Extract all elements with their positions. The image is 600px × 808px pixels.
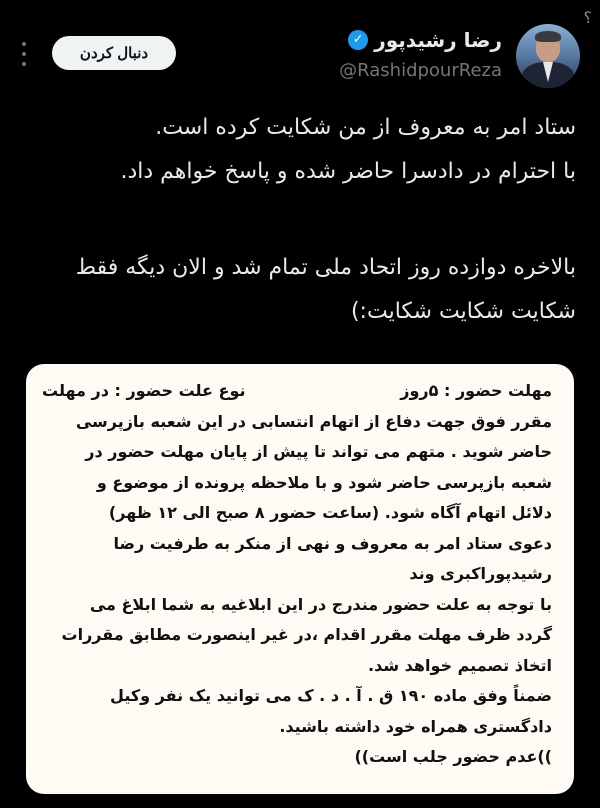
document-text <box>42 376 552 773</box>
document-line: دلائل اتهام آگاه شود. (ساعت حضور ۸ صبح الی ۱۲ ظهر) <box>108 503 552 522</box>
corner-mark: ؟ <box>583 8 592 27</box>
document-line: دادگستری همراه خود داشته باشید. <box>279 716 552 736</box>
document-line: دعوی ستاد امر به معروف و نهی از منکر به طرفیت رضا <box>113 533 552 553</box>
document-line: اتخاذ تصمیم خواهد شد. <box>368 655 552 675</box>
deadline-label: مهلت حضور : ۵روز <box>400 381 552 400</box>
document-line: رشیدپوراکبری وند <box>409 564 552 583</box>
more-options-icon[interactable] <box>20 42 28 66</box>
tweet-header <box>0 20 600 90</box>
avatar-hair <box>535 31 561 42</box>
tweet-line: بالاخره دوازده روز اتحاد ملی تمام شد و الان دیگه فقط <box>75 255 576 280</box>
document-line: گردد ظرف مهلت مقرر اقدام ،در غیر اینصورت مطابق مقررات <box>61 625 552 644</box>
document-header-row <box>42 376 552 407</box>
document-line: ضمناً وفق ماده ۱۹۰ ق . آ . د . ک می توانید یک نفر وکیل <box>110 686 552 705</box>
name-row <box>348 28 502 52</box>
avatar[interactable] <box>516 24 580 88</box>
tweet-text <box>20 106 576 334</box>
reason-label: نوع علت حضور : در مهلت <box>42 381 246 400</box>
display-name[interactable]: رضا رشیدپور <box>374 28 502 52</box>
user-handle[interactable]: @RashidpourReza <box>339 60 502 81</box>
document-line: مقرر فوق جهت دفاع از اتهام انتسابی در این شعبه بازپرسی <box>75 411 552 431</box>
document-line: با توجه به علت حضور مندرج در این ابلاغیه به شما ابلاغ می <box>89 594 552 614</box>
tweet-line: ستاد امر به معروف از من شکایت کرده است. <box>155 115 576 140</box>
follow-button[interactable]: دنبال کردن <box>52 36 176 70</box>
tweet-line: با احترام در دادسرا حاضر شده و پاسخ خواهم داد. <box>120 159 576 184</box>
tweet-line: شکایت شکایت شکایت:) <box>350 299 576 324</box>
verified-badge-icon: ✓ <box>348 30 368 50</box>
document-line: ))عدم حضور جلب است)) <box>354 747 552 766</box>
attached-document-image[interactable] <box>26 364 574 794</box>
document-line: حاضر شوید . متهم می تواند تا پیش از پایان مهلت حضور در <box>85 442 552 461</box>
document-line: شعبه بازپرسی حاضر شود و با ملاحظه پرونده از موضوع و <box>96 472 552 492</box>
